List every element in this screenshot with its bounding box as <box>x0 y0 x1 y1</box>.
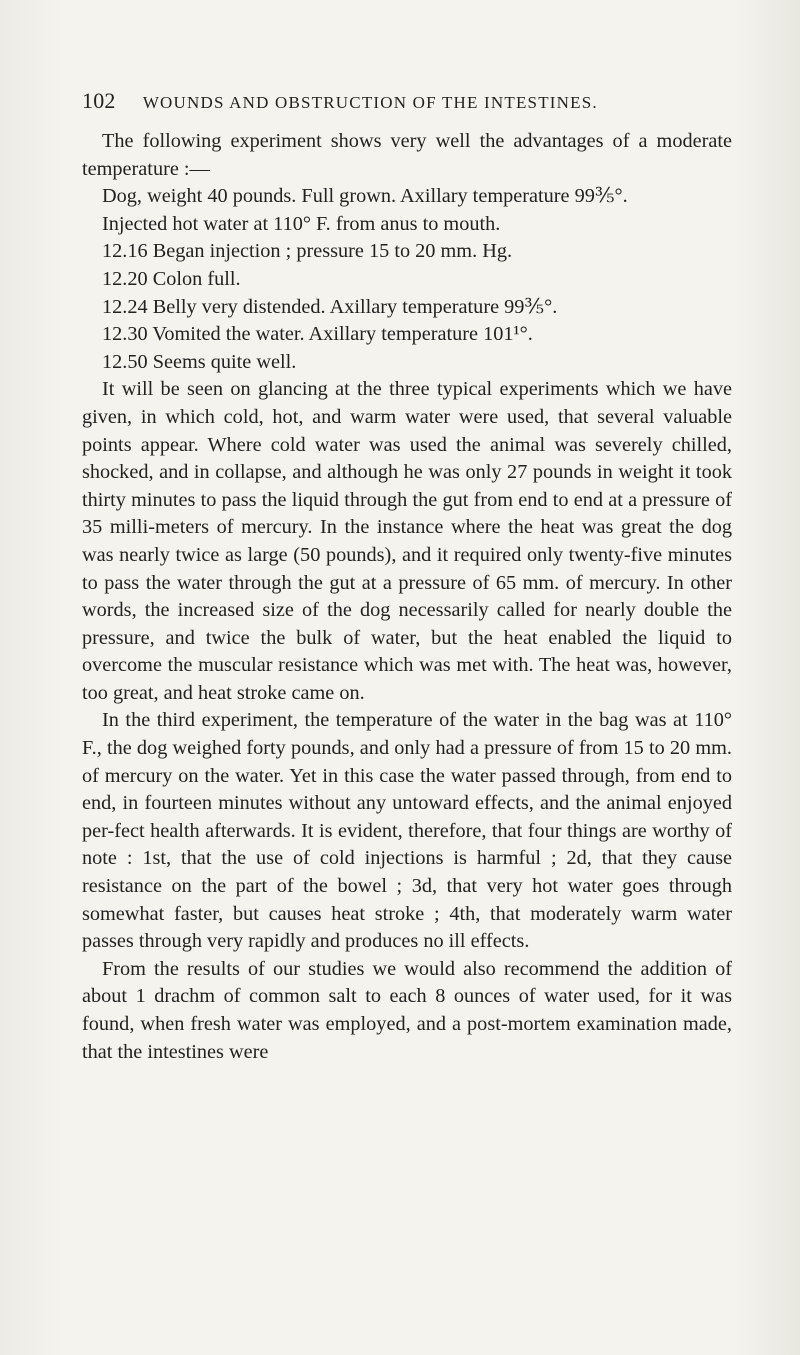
log-entry: 12.30 Vomited the water. Axillary temperature 101¹°. <box>102 323 533 346</box>
page-number: 102 <box>82 88 116 113</box>
running-title: WOUNDS AND OBSTRUCTION OF THE INTESTINES. <box>142 93 598 112</box>
body-text <box>82 128 732 1066</box>
paragraph: It will be seen on glancing at the three typical experiments which we have given, in which cold, hot, and warm water were used, that several valuable points appear. Where cold water was used the animal was severely chilled, shocked, and in collapse, and although he was only 27 pounds in weight it took thirty minutes to pass the liquid through the gut from end to end at a pressure of 35 milli-meters of mercury. In the instance where the heat was great the dog was nearly twice as large (50 pounds), and it required only twenty-five minutes to pass the water through the gut at a pressure of 65 mm. of mercury. In other words, the increased size of the dog necessarily called for nearly double the pressure, and twice the bulk of water, but the heat enabled the liquid to overcome the muscular resistance which was met with. The heat was, however, too great, and heat stroke came on. <box>82 378 732 704</box>
procedure-line: Injected hot water at 110° F. from anus to mouth. <box>102 212 501 235</box>
log-entry: 12.16 Began injection ; pressure 15 to 20 mm. Hg. <box>102 240 513 263</box>
log-entry: 12.50 Seems quite well. <box>102 350 297 373</box>
page-header <box>82 88 762 114</box>
specimen-description: Dog, weight 40 pounds. Full grown. Axillary temperature 99⅗°. <box>102 185 628 208</box>
intro-paragraph: The following experiment shows very well the advantages of a moderate temperature :— <box>82 130 732 180</box>
paragraph: In the third experiment, the temperature of the water in the bag was at 110° F., the dog weighed forty pounds, and only had a pressure of from 15 to 20 mm. of mercury on the water. Yet in this case the water passed through, from end to end, in fourteen minutes without any untoward effects, and the animal enjoyed per-fect health afterwards. It is evident, therefore, that four things are worthy of note : 1st, that the use of cold injections is harmful ; 2d, that they cause resistance on the part of the bowel ; 3d, that very hot water goes through somewhat faster, but causes heat stroke ; 4th, that moderately warm water passes through very rapidly and produces no ill effects. <box>82 709 732 953</box>
paragraph: From the results of our studies we would also recommend the addition of about 1 drachm of common salt to each 8 ounces of water used, for it was found, when fresh water was employed, and a post-mortem examination made, that the intestines were <box>82 957 732 1063</box>
log-entry: 12.20 Colon full. <box>102 267 241 290</box>
log-entry: 12.24 Belly very distended. Axillary temperature 99⅗°. <box>102 295 558 318</box>
